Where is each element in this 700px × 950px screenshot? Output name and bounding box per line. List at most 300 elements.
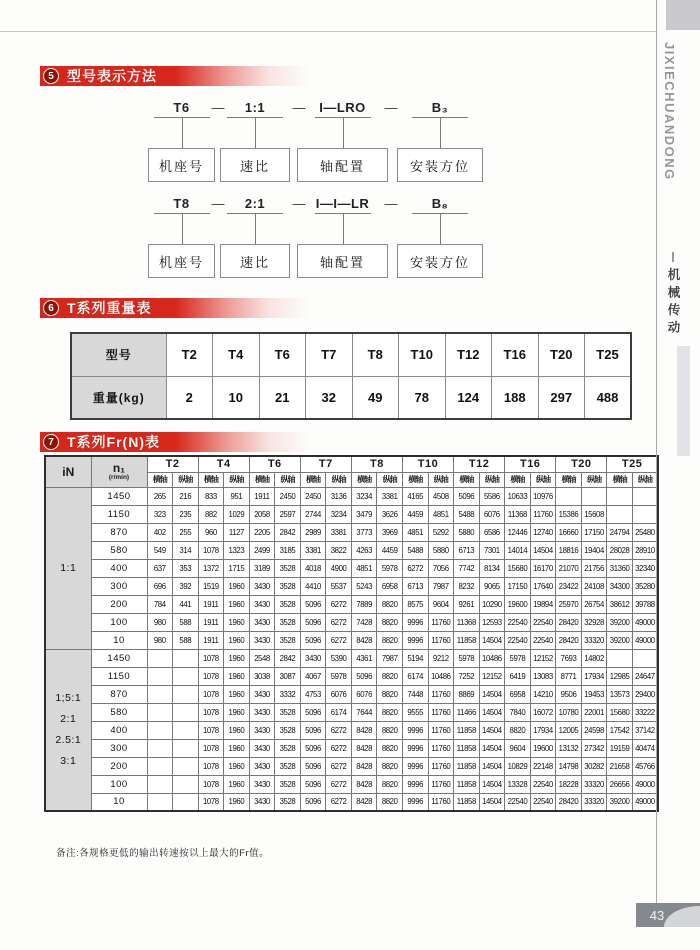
fr-value-cell: 49000 <box>632 775 658 793</box>
fr-value-cell <box>173 757 199 775</box>
fr-value-cell: 1127 <box>224 523 250 541</box>
fr-value-cell: 1960 <box>224 595 250 613</box>
fr-speed-cell: 580 <box>91 703 147 721</box>
fr-value-cell: 22540 <box>505 793 531 811</box>
sidebar-chapter-title: 机械传动 <box>666 268 680 338</box>
fr-value-cell: 1078 <box>198 739 224 757</box>
fr-value-cell: 2548 <box>249 649 275 667</box>
fr-value-cell: 3528 <box>275 613 301 631</box>
fr-value-cell: 2450 <box>275 487 301 505</box>
fr-value-cell: 8820 <box>377 757 403 775</box>
fr-value-cell <box>147 685 173 703</box>
fr-value-cell <box>173 721 199 739</box>
fr-value-cell: 33320 <box>581 631 607 649</box>
fr-value-cell: 14014 <box>505 541 531 559</box>
fr-value-cell: 4851 <box>402 523 428 541</box>
fr-value-cell <box>173 649 199 667</box>
fr-value-cell: 8820 <box>505 721 531 739</box>
fr-value-cell: 10976 <box>530 487 556 505</box>
fr-value-cell: 5096 <box>351 667 377 685</box>
fr-value-cell: 9212 <box>428 649 454 667</box>
fr-value-cell: 14504 <box>479 721 505 739</box>
fr-value-cell: 402 <box>147 523 173 541</box>
model-diagram-2 <box>148 196 493 280</box>
weight-table-header-row <box>71 333 631 376</box>
fr-model-header: T10 <box>402 456 453 472</box>
sidebar-top-block <box>666 0 700 30</box>
fr-value-cell: 1078 <box>198 775 224 793</box>
fr-value-cell: 17542 <box>607 721 633 739</box>
fr-data-row <box>45 721 658 739</box>
fr-value-cell: 3528 <box>275 559 301 577</box>
fr-value-cell: 9261 <box>454 595 480 613</box>
fr-value-cell: 9996 <box>402 757 428 775</box>
fr-axis-header: 横轴 <box>249 472 275 487</box>
fr-value-cell: 3430 <box>249 613 275 631</box>
fr-value-cell: 5096 <box>300 721 326 739</box>
fr-value-cell: 1078 <box>198 757 224 775</box>
fr-value-cell: 8820 <box>377 721 403 739</box>
designation-label-box: 机座号 <box>148 148 215 182</box>
fr-value-cell: 7840 <box>505 703 531 721</box>
fr-value-cell: 3969 <box>377 523 403 541</box>
fr-value-cell: 7428 <box>351 613 377 631</box>
fr-value-cell: 24647 <box>632 667 658 685</box>
fr-value-cell <box>173 685 199 703</box>
fr-value-cell: 3430 <box>249 685 275 703</box>
weight-model-header: T6 <box>259 333 306 376</box>
fr-value-cell: 1519 <box>198 577 224 595</box>
fr-value-cell: 7987 <box>377 649 403 667</box>
fr-axis-header: 横轴 <box>198 472 224 487</box>
fr-value-cell: 11760 <box>428 739 454 757</box>
fr-value-cell: 11858 <box>454 721 480 739</box>
fr-value-cell: 14210 <box>530 685 556 703</box>
fr-value-cell: 7301 <box>479 541 505 559</box>
fr-value-cell: 5292 <box>428 523 454 541</box>
fr-value-cell: 9065 <box>479 577 505 595</box>
dash-separator: — <box>211 196 225 211</box>
fr-value-cell: 8428 <box>351 721 377 739</box>
fr-value-cell: 14798 <box>556 757 582 775</box>
connector-line <box>440 214 441 244</box>
fr-value-cell: 1078 <box>198 721 224 739</box>
fr-value-cell: 5243 <box>351 577 377 595</box>
fr-value-cell: 23422 <box>556 577 582 595</box>
weight-value: 188 <box>492 376 539 419</box>
fr-value-cell: 15608 <box>581 505 607 523</box>
fr-value-cell: 39200 <box>607 613 633 631</box>
fr-value-cell: 1715 <box>224 559 250 577</box>
fr-value-cell: 5880 <box>454 523 480 541</box>
section-title: T系列Fr(N)表 <box>67 434 160 450</box>
fr-value-cell: 1323 <box>224 541 250 559</box>
fr-value-cell <box>173 703 199 721</box>
fr-table <box>44 455 659 812</box>
fr-value-cell: 13083 <box>530 667 556 685</box>
fr-value-cell: 27342 <box>581 739 607 757</box>
model-code-segment: I—I—LR <box>315 196 370 211</box>
fr-value-cell: 9506 <box>556 685 582 703</box>
dash-separator: — <box>384 100 398 115</box>
fr-value-cell: 9996 <box>402 739 428 757</box>
fr-value-cell <box>173 667 199 685</box>
fr-value-cell: 29400 <box>632 685 658 703</box>
fr-value-cell: 4361 <box>351 649 377 667</box>
fr-value-cell: 8869 <box>454 685 480 703</box>
weight-value: 297 <box>538 376 585 419</box>
fr-value-cell: 9996 <box>402 631 428 649</box>
fr-axis-header: 纵轴 <box>530 472 556 487</box>
fr-value-cell: 4508 <box>428 487 454 505</box>
fr-value-cell: 22148 <box>530 757 556 775</box>
fr-value-cell: 12152 <box>479 667 505 685</box>
fr-value-cell: 1078 <box>198 703 224 721</box>
fr-value-cell <box>147 757 173 775</box>
fr-value-cell: 392 <box>173 577 199 595</box>
fr-value-cell: 8428 <box>351 775 377 793</box>
fr-ratio-group-label <box>45 487 91 649</box>
fr-value-cell: 3430 <box>249 703 275 721</box>
fr-value-cell: 8134 <box>479 559 505 577</box>
fr-value-cell: 3332 <box>275 685 301 703</box>
fr-data-row <box>45 523 658 541</box>
sidebar-accent-bar <box>677 346 690 456</box>
fr-value-cell: 8820 <box>377 667 403 685</box>
fr-value-cell: 22540 <box>530 775 556 793</box>
fr-value-cell: 21070 <box>556 559 582 577</box>
fr-value-cell: 35280 <box>632 577 658 595</box>
fr-data-row <box>45 595 658 613</box>
fr-value-cell: 24108 <box>581 577 607 595</box>
fr-value-cell: 8820 <box>377 613 403 631</box>
fr-value-cell: 6272 <box>326 631 352 649</box>
fr-value-cell: 22540 <box>530 613 556 631</box>
fr-value-cell: 7448 <box>402 685 428 703</box>
fr-value-cell: 3087 <box>275 667 301 685</box>
fr-value-cell: 1960 <box>224 667 250 685</box>
fr-value-cell: 14504 <box>479 739 505 757</box>
fr-value-cell: 3528 <box>275 595 301 613</box>
fr-speed-cell: 870 <box>91 523 147 541</box>
weight-value: 78 <box>399 376 446 419</box>
fr-value-cell: 8428 <box>351 739 377 757</box>
fr-data-row <box>45 775 658 793</box>
fr-value-cell: 1078 <box>198 667 224 685</box>
fr-axis-header: 纵轴 <box>581 472 607 487</box>
fr-axis-header: 横轴 <box>607 472 633 487</box>
fr-value-cell: 15680 <box>505 559 531 577</box>
model-code-segment: 1:1 <box>244 100 266 115</box>
fr-value-cell: 7644 <box>351 703 377 721</box>
fr-value-cell: 3528 <box>275 721 301 739</box>
section-title: T系列重量表 <box>67 300 152 316</box>
fr-data-row <box>45 703 658 721</box>
fr-axis-header: 横轴 <box>556 472 582 487</box>
fr-value-cell <box>173 775 199 793</box>
fr-value-cell: 6419 <box>505 667 531 685</box>
fr-value-cell: 3430 <box>300 649 326 667</box>
fr-value-cell: 1911 <box>198 613 224 631</box>
fr-value-cell: 8428 <box>351 757 377 775</box>
fr-axis-header: 纵轴 <box>428 472 454 487</box>
fr-value-cell: 40474 <box>632 739 658 757</box>
fr-speed-cell: 300 <box>91 577 147 595</box>
fr-value-cell: 28028 <box>607 541 633 559</box>
fr-value-cell: 1960 <box>224 757 250 775</box>
fr-value-cell: 18228 <box>556 775 582 793</box>
fr-value-cell: 31360 <box>607 559 633 577</box>
connector-line <box>255 118 256 148</box>
fr-value-cell: 33320 <box>581 793 607 811</box>
section-number-badge: 6 <box>44 301 58 315</box>
weight-value: 21 <box>259 376 306 419</box>
fr-value-cell: 8232 <box>454 577 480 595</box>
model-code-segment: T8 <box>173 196 190 211</box>
fr-axis-header: 横轴 <box>147 472 173 487</box>
fr-value-cell: 6272 <box>326 595 352 613</box>
fr-value-cell: 1960 <box>224 721 250 739</box>
fr-value-cell <box>173 739 199 757</box>
fr-value-cell: 22540 <box>530 793 556 811</box>
section-number-badge: 5 <box>44 69 58 83</box>
fr-data-row <box>45 631 658 649</box>
fr-value-cell: 7742 <box>454 559 480 577</box>
fr-value-cell: 3773 <box>351 523 377 541</box>
fr-value-cell: 34300 <box>607 577 633 595</box>
sidebar-divider-line <box>656 0 657 903</box>
fr-value-cell: 6272 <box>326 775 352 793</box>
fr-model-header: T7 <box>300 456 351 472</box>
fr-axis-header: 横轴 <box>351 472 377 487</box>
fr-value-cell: 8575 <box>402 595 428 613</box>
model-diagram-1 <box>148 100 493 184</box>
designation-label-box: 机座号 <box>148 244 215 278</box>
fr-data-row <box>45 757 658 775</box>
fr-value-cell: 1960 <box>224 613 250 631</box>
fr-value-cell: 3381 <box>377 487 403 505</box>
fr-value-cell: 235 <box>173 505 199 523</box>
fr-value-cell: 1911 <box>249 487 275 505</box>
fr-value-cell: 10829 <box>505 757 531 775</box>
fr-model-header: T8 <box>351 456 402 472</box>
fr-value-cell: 8820 <box>377 793 403 811</box>
fr-value-cell: 980 <box>147 613 173 631</box>
fr-value-cell: 3430 <box>249 757 275 775</box>
fr-value-cell: 9555 <box>402 703 428 721</box>
fr-speed-cell: 1450 <box>91 487 147 505</box>
connector-line <box>440 118 441 148</box>
fr-value-cell: 28910 <box>632 541 658 559</box>
fr-value-cell: 3430 <box>249 775 275 793</box>
fr-value-cell: 4851 <box>428 505 454 523</box>
fr-value-cell: 960 <box>198 523 224 541</box>
fr-value-cell: 6958 <box>377 577 403 595</box>
fr-value-cell: 6713 <box>454 541 480 559</box>
fr-value-cell: 12985 <box>607 667 633 685</box>
fr-value-cell: 14802 <box>581 649 607 667</box>
fr-value-cell: 19600 <box>530 739 556 757</box>
fr-value-cell: 6272 <box>326 721 352 739</box>
fr-value-cell: 19404 <box>581 541 607 559</box>
fr-value-cell: 3479 <box>351 505 377 523</box>
fr-value-cell <box>147 775 173 793</box>
fr-value-cell: 14504 <box>479 703 505 721</box>
fr-value-cell: 4263 <box>351 541 377 559</box>
fr-value-cell: 12593 <box>479 613 505 631</box>
designation-label-box: 速比 <box>220 244 290 278</box>
fr-value-cell <box>632 649 658 667</box>
fr-value-cell: 14504 <box>479 631 505 649</box>
fr-value-cell: 6076 <box>351 685 377 703</box>
fr-speed-cell: 870 <box>91 685 147 703</box>
fr-value-cell: 17150 <box>581 523 607 541</box>
fr-value-cell: 28420 <box>556 631 582 649</box>
weight-model-header: T10 <box>399 333 446 376</box>
fr-value-cell: 5586 <box>479 487 505 505</box>
fr-value-cell: 14504 <box>479 775 505 793</box>
fr-value-cell: 14504 <box>479 793 505 811</box>
fr-value-cell: 5978 <box>505 649 531 667</box>
fr-value-cell: 6272 <box>402 559 428 577</box>
designation-label-box: 轴配置 <box>297 148 388 182</box>
fr-value-cell: 8820 <box>377 631 403 649</box>
fr-value-cell: 3381 <box>326 523 352 541</box>
fr-value-cell: 1029 <box>224 505 250 523</box>
fr-value-cell: 6174 <box>326 703 352 721</box>
designation-label-box: 安装方位 <box>397 148 483 182</box>
fr-value-cell: 4410 <box>300 577 326 595</box>
fr-speed-cell: 1150 <box>91 505 147 523</box>
fr-value-cell: 2058 <box>249 505 275 523</box>
fr-data-row <box>45 685 658 703</box>
fr-value-cell: 3528 <box>275 775 301 793</box>
fr-value-cell: 8820 <box>377 685 403 703</box>
fr-speed-cell: 10 <box>91 631 147 649</box>
fr-data-row <box>45 577 658 595</box>
model-code-segment: B₈ <box>431 196 449 211</box>
fr-value-cell: 17934 <box>530 721 556 739</box>
fr-value-cell: 3185 <box>275 541 301 559</box>
fr-header-row-models <box>45 456 658 472</box>
fr-value-cell: 6586 <box>479 523 505 541</box>
weight-table-value-row <box>71 376 631 419</box>
fr-value-cell: 3528 <box>275 577 301 595</box>
fr-value-cell: 4900 <box>326 559 352 577</box>
fr-value-cell <box>147 649 173 667</box>
top-rule <box>0 31 656 32</box>
fr-value-cell: 32928 <box>581 613 607 631</box>
fr-value-cell: 1078 <box>198 685 224 703</box>
fr-speed-cell: 200 <box>91 757 147 775</box>
fr-value-cell: 5096 <box>300 595 326 613</box>
fr-model-header: T12 <box>454 456 505 472</box>
fr-value-cell: 7889 <box>351 595 377 613</box>
fr-value-cell: 16072 <box>530 703 556 721</box>
fr-speed-cell: 1450 <box>91 649 147 667</box>
section-header-fr <box>40 432 560 452</box>
fr-value-cell: 11760 <box>428 631 454 649</box>
fr-value-cell: 11368 <box>505 505 531 523</box>
fr-value-cell: 3528 <box>275 793 301 811</box>
fr-value-cell: 21658 <box>607 757 633 775</box>
fr-value-cell: 11760 <box>428 703 454 721</box>
fr-n1-unit: (r/min) <box>108 474 130 481</box>
fr-value-cell: 39200 <box>607 631 633 649</box>
fr-value-cell: 3528 <box>275 757 301 775</box>
fr-speed-cell: 400 <box>91 721 147 739</box>
fr-value-cell: 37142 <box>632 721 658 739</box>
fr-value-cell: 22540 <box>505 613 531 631</box>
page-number: 43 <box>649 907 665 923</box>
fr-value-cell: 11760 <box>428 793 454 811</box>
fr-value-cell: 1960 <box>224 685 250 703</box>
connector-line <box>255 214 256 244</box>
fr-value-cell: 5488 <box>402 541 428 559</box>
fr-value-cell: 9996 <box>402 613 428 631</box>
fr-value-cell: 588 <box>173 613 199 631</box>
fr-value-cell: 3136 <box>326 487 352 505</box>
fr-value-cell: 5096 <box>454 487 480 505</box>
weight-model-header: T16 <box>492 333 539 376</box>
fr-value-cell: 323 <box>147 505 173 523</box>
fr-data-row <box>45 487 658 505</box>
fr-value-cell: 10486 <box>479 649 505 667</box>
fr-value-cell: 7056 <box>428 559 454 577</box>
fr-value-cell: 11760 <box>428 685 454 703</box>
fr-value-cell: 12152 <box>530 649 556 667</box>
fr-value-cell: 5488 <box>454 505 480 523</box>
fr-value-cell: 2597 <box>275 505 301 523</box>
fr-value-cell: 11858 <box>454 631 480 649</box>
designation-label-box: 速比 <box>220 148 290 182</box>
fr-value-cell: 3430 <box>249 793 275 811</box>
fr-value-cell: 6958 <box>505 685 531 703</box>
fr-value-cell: 8820 <box>377 595 403 613</box>
sidebar-brand-text: JIXIECHUANDONG <box>662 42 677 181</box>
fr-value-cell: 5978 <box>454 649 480 667</box>
fr-value-cell: 15680 <box>607 703 633 721</box>
fr-value-cell <box>556 487 582 505</box>
fr-speed-cell: 100 <box>91 613 147 631</box>
fr-value-cell: 15386 <box>556 505 582 523</box>
sidebar-separator-tick <box>672 252 674 262</box>
fr-value-cell: 1078 <box>198 649 224 667</box>
fr-data-row <box>45 649 658 667</box>
fr-value-cell: 8820 <box>377 775 403 793</box>
model-code-segment: 2:1 <box>244 196 266 211</box>
fr-axis-header: 纵轴 <box>377 472 403 487</box>
fr-ratio-line: 3:1 <box>60 754 77 767</box>
fr-value-cell: 12005 <box>556 721 582 739</box>
fr-value-cell: 3528 <box>275 703 301 721</box>
fr-value-cell: 3234 <box>351 487 377 505</box>
fr-value-cell: 10633 <box>505 487 531 505</box>
fr-value-cell <box>632 505 658 523</box>
fr-value-cell: 33222 <box>632 703 658 721</box>
fr-value-cell: 1960 <box>224 793 250 811</box>
fr-value-cell: 5096 <box>300 757 326 775</box>
fr-value-cell: 951 <box>224 487 250 505</box>
fr-axis-header: 纵轴 <box>173 472 199 487</box>
fr-value-cell: 11858 <box>454 739 480 757</box>
fr-ratio-line: 1:1 <box>60 561 77 574</box>
fr-value-cell: 6272 <box>326 793 352 811</box>
fr-value-cell: 1960 <box>224 775 250 793</box>
fr-speed-cell: 300 <box>91 739 147 757</box>
fr-value-cell: 3822 <box>326 541 352 559</box>
fr-value-cell: 14504 <box>479 757 505 775</box>
